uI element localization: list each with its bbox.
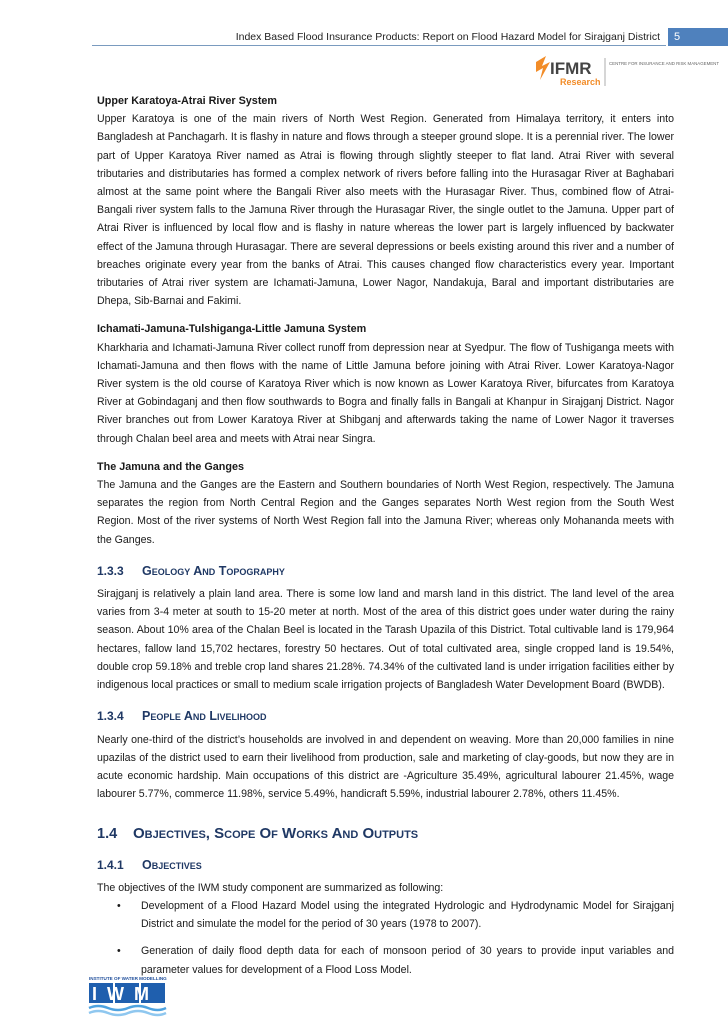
page-content (97, 92, 674, 988)
wave-icon (89, 1006, 166, 1010)
paragraph-people: Nearly one-third of the district’s households are involved in and dependent on weaving. More than 20,000 families in nine upazilas of the district used to earn their livelihood from production, sale and marketing of clay-goods, but now they are in acute economic hardship. Main occupations of this district are -Agriculture 35.49%, agricultural labourer 21.45%, wage labourer 5.77%, commerce 11.98%, service 5.49%, handicraft 5.59%, industrial labourer 2.78%, others 11.45%. (97, 733, 674, 801)
paragraph-ichamati: Kharkharia and Ichamati-Jamuna River collect runoff from depression near at Syedpur. The flow of Tushiganga meets with Ichamati-Jamuna and then flows with the name of Little Jamuna before joining with Atrai River. Lower Karatoya-Nagor River system is the old course of Karatoya River which is now known as Lower Karatoya River, bifurcates from Karatoya River at Gobindaganj and then flow southwards to Bogra and finally falls in Bangali at Khanpur in Sirajganj District. Nagor River branches out from Lower Karatoya River at Shibganj and afterwards taking the name of Lower Nagor it traverses through Chalan beel area and meets with Atrai near Singra. (97, 341, 674, 445)
section-title-jamuna-ganges: The Jamuna and the Ganges (97, 460, 244, 473)
heading-1-4-1 (97, 856, 674, 874)
heading-title: People And Livelihood (142, 709, 267, 724)
bullet-icon: • (117, 899, 121, 912)
paragraph-geology: Sirajganj is relatively a plain land area. There is some low land and marsh land in this district. The land level of the area varies from 3-4 meter at south to 15-20 meter at north. Most of the area of this district goes under water during the rainy season. About 10% area of the Chalan Beel is located in the Tarash Upazila of this District. Total cultivable land is 179,964 hectares, fallow land 15,702 hectares, forestry 50 hectares. Out of total cultivated area, single cropped land is 19.54%, double crop 59.18% and treble crop land shares 21.28%. 74.34% of the cultivated land is under irrigation facilities either by indigenous local practices or small to medium scale irrigation projects of Bangladesh Water Development Board (BWDB). (97, 588, 674, 692)
heading-number: 1.4.1 (97, 857, 124, 872)
list-item (97, 897, 674, 933)
iwm-logo-top: INSTITUTE OF WATER MODELLING (89, 976, 167, 981)
list-item-text: Generation of daily flood depth data for each of monsoon period of 30 years to provide input variables and parameter values for development of a Flood Loss Model. (141, 945, 674, 976)
ifmr-swoosh-icon (536, 56, 550, 80)
objectives-list (97, 897, 674, 979)
list-item (97, 942, 674, 978)
heading-title: Objectives, Scope Of Works And Outputs (133, 825, 419, 843)
ifmr-logo-text: IFMR (550, 59, 592, 78)
ifmr-logo (530, 52, 720, 92)
header-rule (92, 45, 666, 46)
section-title-upper-karatoya: Upper Karatoya-Atrai River System (97, 95, 278, 107)
heading-title: Geology And Topography (142, 563, 285, 578)
ifmr-logo-side: CENTRE FOR INSURANCE AND RISK MANAGEMENT (609, 61, 720, 66)
iwm-logo-text: IWM (92, 984, 159, 1004)
page-number: 5 (668, 28, 728, 46)
heading-1-4 (97, 825, 674, 843)
heading-1-3-3 (97, 562, 674, 580)
heading-number: 1.4 (97, 826, 118, 843)
paragraph-objectives-intro: The objectives of the IWM study component are summarized as following: (97, 881, 444, 894)
heading-1-3-4 (97, 707, 674, 725)
paragraph-jamuna-ganges: The Jamuna and the Ganges are the Eastern and Southern boundaries of North West Region, respectively. The Jamuna separates the region from North Central Region and the Ganges separates North West region from the South West Region. Most of the river systems of North West Region fall into the Jamuna River; whereas only Mohananda meets with the Ganges. (97, 479, 674, 546)
iwm-logo (88, 974, 168, 1020)
running-header: Index Based Flood Insurance Products: Report on Flood Hazard Model for Sirajganj District (235, 31, 660, 43)
heading-number: 1.3.4 (97, 709, 124, 724)
ifmr-logo-sub: Research (560, 77, 601, 87)
section-title-ichamati: Ichamati-Jamuna-Tulshiganga-Little Jamuna System (97, 323, 367, 336)
list-item-text: Development of a Flood Hazard Model using the integrated Hydrologic and Hydrodynamic Model for Sirajganj District and simulate the model for the period of 30 years (1978 to 2007). (141, 899, 674, 931)
paragraph-upper-karatoya: Upper Karatoya is one of the main rivers of North West Region. Generated from Himalaya territory, it enters into Bangladesh at Panchagarh. It is flashy in nature and flows through a steeper ground slope. It is a perennial river. The lower part of Upper Karatoya River named as Atrai is flowing through slightly steeper to flat land. Atrai River with several tributaries and distributaries has formed a complex network of rivers before falling into the Hurasagar River at Baghabari almost at the same point where the Bangali River also meets with the Hurasagar River. Thus, combined flow of Atrai-Bangali river system falls to the Jamuna River through the Hurasagar River, the single outlet to the Jamuna. Upper part of Atrai River is influenced by local flow and is flashy in nature whereas the lower part is largely influenced by backwater effect of the Jamuna through Hurasagar. There are several depressions or beels existing around this river and a number of breaches originate every year from the banks of Atrai. This causes changed flow characteristics every year. Important tributaries of Atrai river system are Ichamati-Jamuna, Lower Nagor, Nandakuja, Baral and important distributaries are Dhepa, Sib-Barnai and Fakimi. (97, 113, 674, 308)
heading-title: Objectives (142, 857, 202, 872)
bullet-icon: • (117, 945, 121, 958)
heading-number: 1.3.3 (97, 563, 124, 578)
